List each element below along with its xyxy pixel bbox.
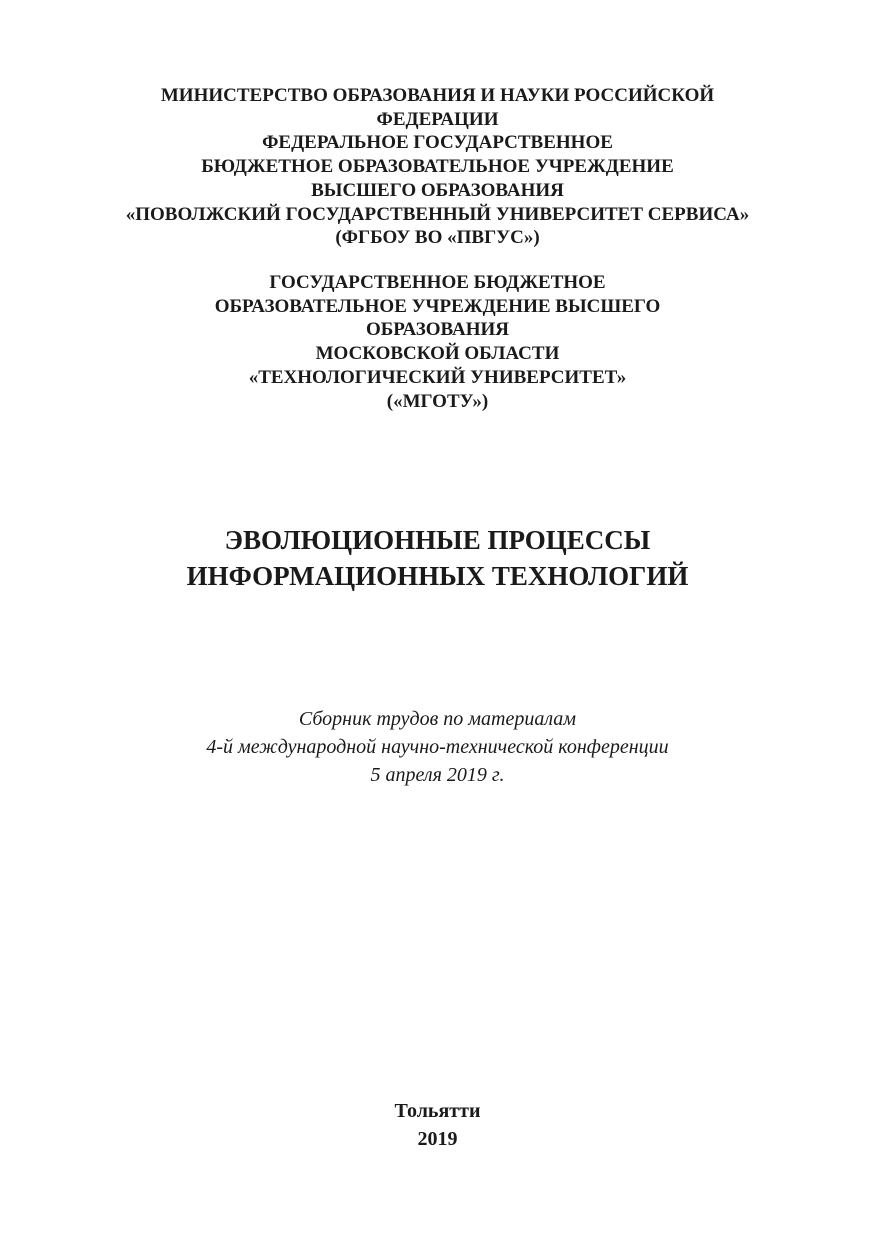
imprint-footer xyxy=(0,1097,875,1153)
org-line: ОБРАЗОВАТЕЛЬНОЕ УЧРЕЖДЕНИЕ ВЫСШЕГО xyxy=(214,295,661,317)
org-line: ВЫСШЕГО ОБРАЗОВАНИЯ xyxy=(311,179,564,201)
organization-block-pvgus xyxy=(0,84,875,250)
document-subtitle xyxy=(0,705,875,789)
org-line: «ПОВОЛЖСКИЙ ГОСУДАРСТВЕННЫЙ УНИВЕРСИТЕТ СЕРВИСА» xyxy=(125,203,750,225)
document-title xyxy=(0,522,875,594)
org-line: (ФГБОУ ВО «ПВГУС») xyxy=(335,227,540,249)
org-line: БЮДЖЕТНОЕ ОБРАЗОВАТЕЛЬНОЕ УЧРЕЖДЕНИЕ xyxy=(201,156,674,178)
title-line: ИНФОРМАЦИОННЫХ ТЕХНОЛОГИЙ xyxy=(186,561,689,591)
org-line: ГОСУДАРСТВЕННОЕ БЮДЖЕТНОЕ xyxy=(269,272,606,293)
imprint-year: 2019 xyxy=(417,1128,458,1150)
organization-block-mgotu xyxy=(0,271,875,413)
org-line: МОСКОВСКОЙ ОБЛАСТИ xyxy=(315,343,560,365)
subtitle-line: Сборник трудов по материалам xyxy=(298,708,577,730)
org-line: МИНИСТЕРСТВО ОБРАЗОВАНИЯ И НАУКИ РОССИЙСКОЙ xyxy=(160,85,715,106)
org-line: («МГОТУ») xyxy=(386,390,489,412)
org-line: «ТЕХНОЛОГИЧЕСКИЙ УНИВЕРСИТЕТ» xyxy=(248,366,627,388)
org-line: ОБРАЗОВАНИЯ xyxy=(365,319,510,341)
org-line: ФЕДЕРАЦИИ xyxy=(376,108,499,130)
org-line: ФЕДЕРАЛЬНОЕ ГОСУДАРСТВЕННОЕ xyxy=(262,132,613,154)
subtitle-line: 4-й международной научно-технической конференции xyxy=(206,736,669,758)
title-line: ЭВОЛЮЦИОННЫЕ ПРОЦЕССЫ xyxy=(224,525,651,555)
imprint-city: Тольятти xyxy=(394,1100,481,1122)
subtitle-line: 5 апреля 2019 г. xyxy=(370,764,505,786)
